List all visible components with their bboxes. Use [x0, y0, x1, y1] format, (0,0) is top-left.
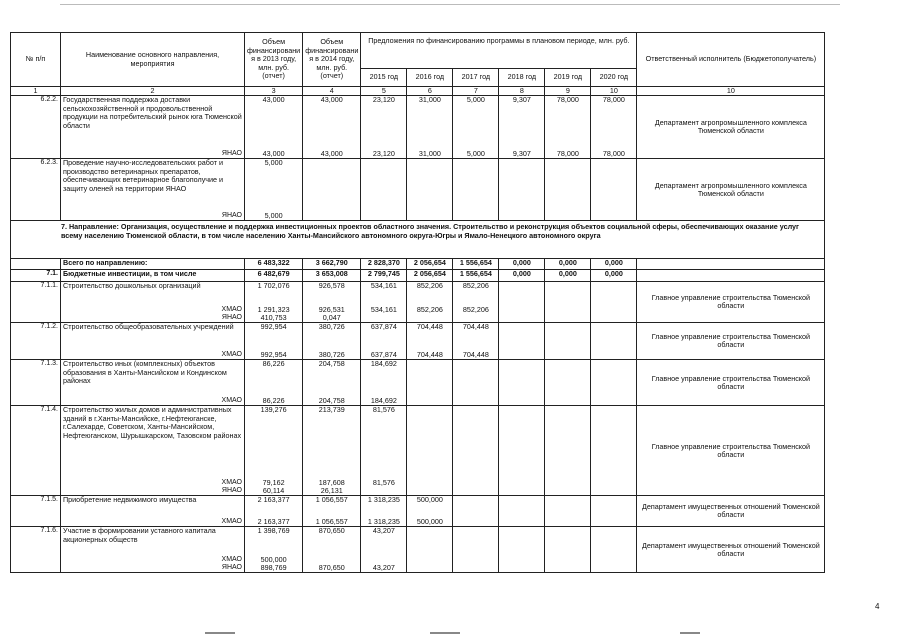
value-2013: 6 482,679: [245, 270, 303, 282]
region-value: 1 056,557: [315, 517, 348, 527]
header-year-2015: 2015 год: [361, 69, 407, 87]
value: 1 398,769: [257, 526, 290, 536]
region-value: 26,131: [320, 486, 343, 496]
header-year-2018: 2018 год: [499, 69, 545, 87]
value: 43,000: [320, 95, 343, 105]
value: 213,739: [318, 405, 345, 415]
value-2015: [361, 406, 407, 496]
value-2016: [407, 282, 453, 323]
value-2014: [303, 496, 361, 527]
region-label: ХМАО: [221, 478, 242, 486]
total-label: Всего по направлению:: [61, 259, 245, 270]
value-2013: [245, 323, 303, 360]
row-name: [61, 360, 245, 406]
region-value: 704,448: [462, 350, 489, 360]
value: 81,576: [372, 405, 395, 415]
index-cell: 10: [591, 87, 637, 96]
value: 5,000: [264, 158, 283, 168]
value-2013: [245, 496, 303, 527]
index-cell: 7: [453, 87, 499, 96]
value: 870,650: [318, 526, 345, 536]
value: 204,758: [318, 359, 345, 369]
region-label: ХМАО: [221, 555, 242, 563]
index-cell: 5: [361, 87, 407, 96]
header-2013: Объем финансировани я в 2013 году, млн. руб. (отчет): [245, 33, 303, 87]
region-value: 43,207: [372, 563, 395, 573]
empty-cell: [591, 323, 637, 360]
total-row: [11, 259, 825, 270]
region-value: 898,769: [260, 563, 287, 573]
region-value: 31,000: [418, 149, 441, 159]
value-2015: [361, 527, 407, 573]
header-executor: Ответственный исполнитель (Бюджетополучатель): [637, 33, 825, 87]
row-name-text: Строительство жилых домов и административных зданий в г.Ханты-Мансийске, г.Нефтеюганске, г.Салехарде, Советском, Ханты-Мансийском, Нефтеюганском, Шурышкарском, Тазовском районах: [63, 405, 242, 440]
row-name-text: Государственная поддержка доставки сельскохозяйственной и продовольственной продукции на потребительский рынок юга Тюменской области: [63, 95, 242, 130]
header-2014: Объем финансировани я в 2014 году, млн. руб. (отчет): [303, 33, 361, 87]
region-value: 852,206: [462, 304, 489, 314]
row-name-text: Строительство иных (комплексных) объектов образования в Ханты-Мансийском и Кондинском районах: [63, 359, 227, 386]
value-2013: [245, 96, 303, 159]
empty-cell: [499, 282, 545, 323]
value: 500,000: [416, 495, 443, 505]
scan-artifact: [430, 632, 460, 634]
empty-cell: [545, 527, 591, 573]
value: 86,226: [262, 359, 285, 369]
region-value: 60,114: [262, 486, 285, 496]
region-value: 5,000: [466, 149, 485, 159]
table-row: [11, 496, 825, 527]
empty-cell: [499, 323, 545, 360]
empty-cell: [591, 496, 637, 527]
empty-cell: [499, 496, 545, 527]
index-cell: 6: [407, 87, 453, 96]
region-label: ХМАО: [221, 305, 242, 313]
value-2014: [303, 406, 361, 496]
executor: Департамент имущественных отношений Тюменской области: [637, 496, 825, 527]
region-label: ХМАО: [221, 518, 242, 525]
value-2013: [245, 527, 303, 573]
header-year-2016: 2016 год: [407, 69, 453, 87]
value: 43,207: [372, 526, 395, 536]
header-plan: Предложения по финансированию программы в плановом периоде, млн. руб.: [361, 33, 637, 69]
value: 78,000: [602, 95, 625, 105]
value-2018: 0,000: [499, 270, 545, 282]
value: 9,307: [512, 95, 531, 105]
budget-table: [10, 32, 825, 573]
region-value: 1 318,235: [367, 517, 400, 527]
value: 637,874: [370, 322, 397, 332]
section-row: [11, 221, 825, 259]
total-2018: 0,000: [499, 259, 545, 270]
region-value: 9,307: [512, 149, 531, 159]
empty-cell: [499, 527, 545, 573]
empty-cell: [545, 323, 591, 360]
value-2019: 0,000: [545, 270, 591, 282]
empty-cell: [591, 360, 637, 406]
region-value: 926,531: [318, 304, 345, 314]
region-value: 43,000: [262, 149, 285, 159]
executor: Главное управление строительства Тюменской области: [637, 360, 825, 406]
value-2014: [303, 96, 361, 159]
region-value: 184,692: [370, 396, 397, 406]
budget-table-container: [10, 32, 825, 573]
section-title: 7. Направление: Организация, осуществление и поддержка инвестиционных проектов областного значения. Строительство и реконструкция объектов социальной сферы, обеспечивающих оказание услуг всему населению Тюменской области, в том числе населению Ханты-Мансийского автономного округа-Югры и Ямало-Ненецкого автономного округа: [11, 221, 825, 259]
value: 139,276: [260, 405, 287, 415]
row-number: 7.1.1.: [11, 282, 61, 323]
empty-cell: [591, 159, 637, 221]
empty-cell: [545, 406, 591, 496]
value-2016: [407, 496, 453, 527]
total-2019: 0,000: [545, 259, 591, 270]
empty-cell: [453, 159, 499, 221]
header-year-2020: 2020 год: [591, 69, 637, 87]
empty-cell: [637, 259, 825, 270]
scan-artifact: [680, 632, 700, 634]
value-2013: [245, 282, 303, 323]
empty-cell: [303, 159, 361, 221]
empty-cell: [591, 282, 637, 323]
value-2013: [245, 159, 303, 221]
table-row: [11, 527, 825, 573]
value: 852,206: [416, 281, 443, 291]
row-name: [61, 496, 245, 527]
table-row: [11, 96, 825, 159]
value-2020: 0,000: [591, 270, 637, 282]
header-num: № п/п: [11, 33, 61, 87]
index-cell: 4: [303, 87, 361, 96]
region-value: 992,954: [260, 350, 287, 360]
region-value: 81,576: [372, 477, 395, 487]
total-2017: 1 556,654: [453, 259, 499, 270]
value: 926,578: [318, 281, 345, 291]
empty-cell: [637, 270, 825, 282]
empty-cell: [591, 406, 637, 496]
header-name: Наименование основного направления, мероприятия: [61, 33, 245, 87]
region-label: ЯНАО: [221, 314, 242, 321]
empty-cell: [407, 406, 453, 496]
row-number: 7.1.3.: [11, 360, 61, 406]
value: 852,206: [462, 281, 489, 291]
value-2018: [499, 96, 545, 159]
row-number: 6.2.3.: [11, 159, 61, 221]
row-name: Бюджетные инвестиции, в том числе: [61, 270, 245, 282]
index-cell: 9: [545, 87, 591, 96]
value-2015: [361, 360, 407, 406]
region-value: 1 291,323: [257, 304, 290, 314]
value: 704,448: [462, 322, 489, 332]
executor: Департамент агропромышленного комплекса Тюменской области: [637, 159, 825, 221]
executor: Главное управление строительства Тюменской области: [637, 323, 825, 360]
total-2016: 2 056,654: [407, 259, 453, 270]
empty-cell: [407, 159, 453, 221]
empty-cell: [11, 259, 61, 270]
total-2013: 6 483,322: [245, 259, 303, 270]
row-name: [61, 323, 245, 360]
row-name: [61, 96, 245, 159]
empty-cell: [499, 159, 545, 221]
region-value: 870,650: [318, 563, 345, 573]
region-value: 500,000: [260, 554, 287, 564]
empty-cell: [453, 360, 499, 406]
region-value: 2 163,377: [257, 517, 290, 527]
page-number: 4: [875, 602, 880, 611]
row-name-text: Приобретение недвижимого имущества: [63, 495, 197, 505]
value: 380,726: [318, 322, 345, 332]
executor: Главное управление строительства Тюменской области: [637, 406, 825, 496]
row-number: 7.1.6.: [11, 527, 61, 573]
region-value: 852,206: [416, 304, 443, 314]
value-2014: [303, 527, 361, 573]
total-2015: 2 828,370: [361, 259, 407, 270]
index-cell: 2: [61, 87, 245, 96]
executor: Департамент имущественных отношений Тюменской области: [637, 527, 825, 573]
row-name: [61, 282, 245, 323]
index-cell: 1: [11, 87, 61, 96]
value-2020: [591, 96, 637, 159]
row-name: [61, 527, 245, 573]
row-number: 7.1.5.: [11, 496, 61, 527]
executor: Главное управление строительства Тюменской области: [637, 282, 825, 323]
value: 43,000: [262, 95, 285, 105]
table-row: [11, 282, 825, 323]
region-label: ХМАО: [221, 351, 242, 358]
region-label: ЯНАО: [221, 150, 242, 157]
region-value: 78,000: [556, 149, 579, 159]
executor: Департамент агропромышленного комплекса Тюменской области: [637, 96, 825, 159]
region-value: 0,047: [322, 313, 341, 323]
index-cell: 8: [499, 87, 545, 96]
value-2013: [245, 360, 303, 406]
value-2015: [361, 323, 407, 360]
value-2013: [245, 406, 303, 496]
total-2014: 3 662,790: [303, 259, 361, 270]
table-row: [11, 159, 825, 221]
value-2016: 2 056,654: [407, 270, 453, 282]
top-border-line: [60, 4, 840, 5]
row-name: [61, 159, 245, 221]
region-value: 380,726: [318, 350, 345, 360]
region-label: ЯНАО: [221, 564, 242, 571]
region-value: 78,000: [602, 149, 625, 159]
value-2017: 1 556,654: [453, 270, 499, 282]
empty-cell: [545, 159, 591, 221]
region-value: 5,000: [264, 211, 283, 221]
row-number: 7.1.4.: [11, 406, 61, 496]
region-value: 637,874: [370, 350, 397, 360]
empty-cell: [361, 159, 407, 221]
region-label: ЯНАО: [221, 487, 242, 494]
scan-artifact: [205, 632, 235, 634]
region-value: 410,753: [260, 313, 287, 323]
row-name-text: Проведение научно-исследовательских работ и производство ветеринарных препаратов, обеспечивающих ветеринарное благополучие и защиту оленей на территории ЯНАО: [63, 158, 224, 193]
index-cell: 10: [637, 87, 825, 96]
region-value: 704,448: [416, 350, 443, 360]
value-2016: [407, 323, 453, 360]
value-2015: [361, 282, 407, 323]
row-number: 7.1.2.: [11, 323, 61, 360]
empty-cell: [407, 360, 453, 406]
index-cell: 3: [245, 87, 303, 96]
empty-cell: [453, 496, 499, 527]
region-value: 187,608: [318, 477, 345, 487]
value: 5,000: [466, 95, 485, 105]
region-value: 43,000: [320, 149, 343, 159]
row-number: 7.1.: [11, 270, 61, 282]
empty-cell: [545, 360, 591, 406]
value: 704,448: [416, 322, 443, 332]
region-value: 23,120: [372, 149, 395, 159]
value: 31,000: [418, 95, 441, 105]
region-value: 204,758: [318, 396, 345, 406]
value: 1 702,076: [257, 281, 290, 291]
empty-cell: [453, 527, 499, 573]
value: 534,161: [370, 281, 397, 291]
row-number: 6.2.2.: [11, 96, 61, 159]
empty-cell: [499, 406, 545, 496]
region-value: 86,226: [262, 396, 285, 406]
value: 1 318,235: [367, 495, 400, 505]
value: 2 163,377: [257, 495, 290, 505]
value-2015: 2 799,745: [361, 270, 407, 282]
empty-cell: [499, 360, 545, 406]
empty-cell: [545, 496, 591, 527]
value-2017: [453, 282, 499, 323]
value-2014: 3 653,008: [303, 270, 361, 282]
total-2020: 0,000: [591, 259, 637, 270]
value-2017: [453, 96, 499, 159]
empty-cell: [591, 527, 637, 573]
region-label: ХМАО: [221, 397, 242, 404]
table-row: [11, 270, 825, 282]
empty-cell: [407, 527, 453, 573]
value: 23,120: [372, 95, 395, 105]
value-2019: [545, 96, 591, 159]
value-2014: [303, 360, 361, 406]
value-2016: [407, 96, 453, 159]
row-name-text: Строительство дошкольных организаций: [63, 281, 201, 291]
value-2015: [361, 496, 407, 527]
value-2014: [303, 282, 361, 323]
value-2017: [453, 323, 499, 360]
header-year-2017: 2017 год: [453, 69, 499, 87]
table-row: [11, 323, 825, 360]
region-value: 79,162: [262, 477, 285, 487]
empty-cell: [453, 406, 499, 496]
value: 78,000: [556, 95, 579, 105]
region-label: ЯНАО: [221, 212, 242, 219]
empty-cell: [545, 282, 591, 323]
row-name-text: Строительство общеобразовательных учреждений: [63, 322, 234, 332]
table-row: [11, 360, 825, 406]
value-2015: [361, 96, 407, 159]
header-year-2019: 2019 год: [545, 69, 591, 87]
region-value: 534,161: [370, 304, 397, 314]
row-name: [61, 406, 245, 496]
value-2014: [303, 323, 361, 360]
row-name-text: Участие в формировании уставного капитала акционерных обществ: [63, 526, 216, 544]
region-value: 500,000: [416, 517, 443, 527]
value: 184,692: [370, 359, 397, 369]
value: 1 056,557: [315, 495, 348, 505]
table-row: [11, 406, 825, 496]
value: 992,954: [260, 322, 287, 332]
